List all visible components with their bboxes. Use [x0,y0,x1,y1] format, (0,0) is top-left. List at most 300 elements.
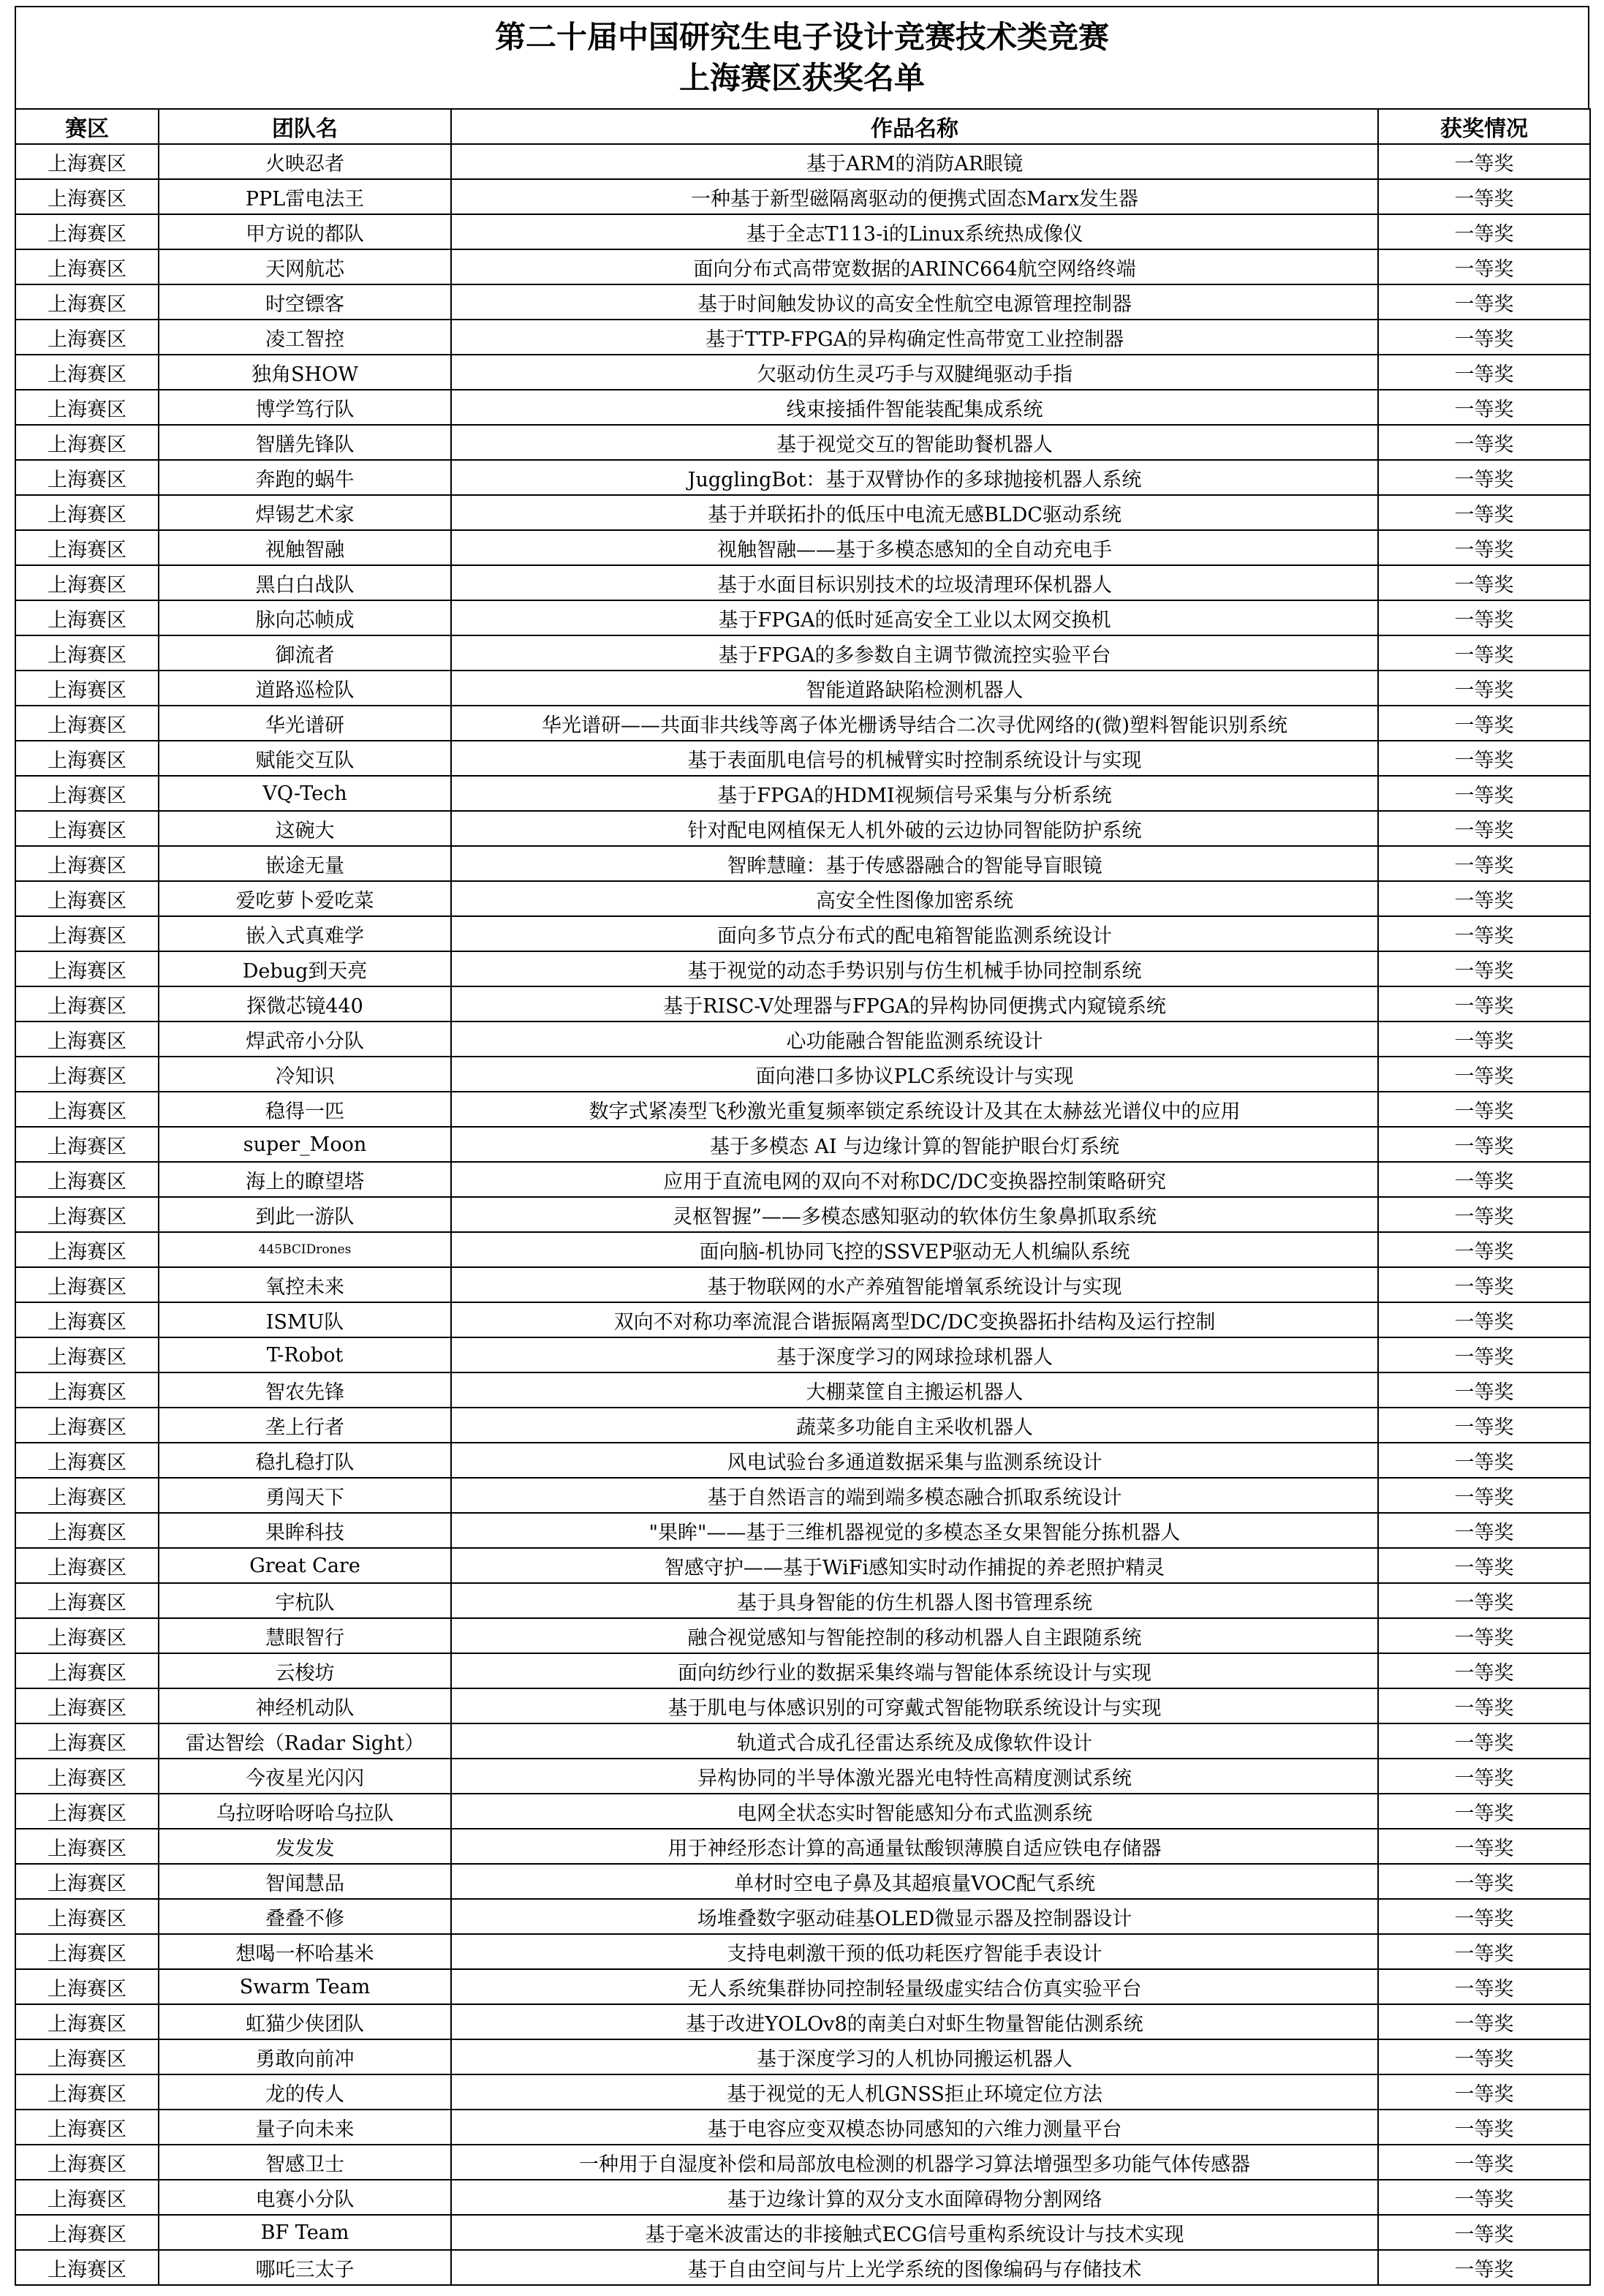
header-team: 团队名 [159,109,451,144]
table-row [15,1864,1590,1899]
work-cell: 面向多节点分布式的配电箱智能监测系统设计 [451,916,1378,951]
table-row [15,2110,1590,2145]
team-cell: Great Care [159,1548,451,1583]
zone-cell: 上海赛区 [15,846,159,881]
award-cell: 一等奖 [1378,916,1590,951]
work-cell: 风电试验台多通道数据采集与监测系统设计 [451,1443,1378,1478]
zone-cell: 上海赛区 [15,144,159,179]
zone-cell: 上海赛区 [15,951,159,986]
work-cell: 大棚菜筐自主搬运机器人 [451,1372,1378,1408]
award-cell: 一等奖 [1378,1934,1590,1969]
work-cell: 基于TTP-FPGA的异构确定性高带宽工业控制器 [451,320,1378,355]
team-cell: 脉向芯帧成 [159,600,451,635]
award-cell: 一等奖 [1378,1372,1590,1408]
zone-cell: 上海赛区 [15,1092,159,1127]
work-cell: 针对配电网植保无人机外破的云边协同智能防护系统 [451,811,1378,846]
award-cell: 一等奖 [1378,249,1590,284]
work-cell: 轨道式合成孔径雷达系统及成像软件设计 [451,1723,1378,1759]
team-cell: 稳扎稳打队 [159,1443,451,1478]
table-row [15,706,1590,741]
team-cell: 电赛小分队 [159,2180,451,2215]
zone-cell: 上海赛区 [15,1759,159,1794]
award-cell: 一等奖 [1378,635,1590,671]
table-row [15,811,1590,846]
table-row [15,1723,1590,1759]
team-cell: 雷达智绘（Radar Sight） [159,1723,451,1759]
award-cell: 一等奖 [1378,951,1590,986]
table-row [15,249,1590,284]
table-row [15,2004,1590,2039]
work-cell: 基于电容应变双模态协同感知的六维力测量平台 [451,2110,1378,2145]
page-title: 第二十届中国研究生电子设计竞赛技术类竞赛 [494,19,1109,55]
award-cell: 一等奖 [1378,1583,1590,1618]
team-cell: 云梭坊 [159,1653,451,1688]
header-work: 作品名称 [451,109,1378,144]
zone-cell: 上海赛区 [15,2180,159,2215]
award-cell: 一等奖 [1378,460,1590,495]
work-cell: 基于改进YOLOv8的南美白对虾生物量智能估测系统 [451,2004,1378,2039]
table-row [15,1372,1590,1408]
team-cell: 赋能交互队 [159,741,451,776]
work-cell: 用于神经形态计算的高通量钛酸钡薄膜自适应铁电存储器 [451,1829,1378,1864]
table-row [15,1127,1590,1162]
award-cell: 一等奖 [1378,706,1590,741]
award-cell: 一等奖 [1378,284,1590,320]
zone-cell: 上海赛区 [15,1337,159,1372]
work-cell: 数字式紧凑型飞秒激光重复频率锁定系统设计及其在太赫兹光谱仪中的应用 [451,1092,1378,1127]
zone-cell: 上海赛区 [15,635,159,671]
zone-cell: 上海赛区 [15,355,159,390]
zone-cell: 上海赛区 [15,1513,159,1548]
team-cell: PPL雷电法王 [159,179,451,214]
table-row [15,1302,1590,1337]
title-block [15,6,1589,108]
team-cell: 神经机动队 [159,1688,451,1723]
team-cell: 视触智融 [159,530,451,565]
zone-cell: 上海赛区 [15,1302,159,1337]
award-cell: 一等奖 [1378,1092,1590,1127]
zone-cell: 上海赛区 [15,530,159,565]
work-cell: 高安全性图像加密系统 [451,881,1378,916]
award-cell: 一等奖 [1378,1337,1590,1372]
team-cell: 慧眼智行 [159,1618,451,1653]
award-cell: 一等奖 [1378,600,1590,635]
team-cell: 爱吃萝卜爱吃菜 [159,881,451,916]
zone-cell: 上海赛区 [15,881,159,916]
table-row [15,741,1590,776]
award-cell: 一等奖 [1378,741,1590,776]
table-row [15,1197,1590,1232]
work-cell: 灵枢智握”——多模态感知驱动的软体仿生象鼻抓取系统 [451,1197,1378,1232]
zone-cell: 上海赛区 [15,1197,159,1232]
team-cell: 海上的瞭望塔 [159,1162,451,1197]
zone-cell: 上海赛区 [15,2039,159,2074]
zone-cell: 上海赛区 [15,671,159,706]
work-cell: 基于视觉的无人机GNSS拒止环境定位方法 [451,2074,1378,2110]
table-row [15,635,1590,671]
award-cell: 一等奖 [1378,2145,1590,2180]
award-cell: 一等奖 [1378,986,1590,1022]
team-cell: 独角SHOW [159,355,451,390]
work-cell: 心功能融合智能监测系统设计 [451,1022,1378,1057]
zone-cell: 上海赛区 [15,1723,159,1759]
team-cell: 勇闯天下 [159,1478,451,1513]
award-cell: 一等奖 [1378,846,1590,881]
award-cell: 一等奖 [1378,1057,1590,1092]
zone-cell: 上海赛区 [15,565,159,600]
team-cell: 华光谱研 [159,706,451,741]
table-body [15,144,1590,2285]
award-cell: 一等奖 [1378,2250,1590,2285]
table-row [15,1794,1590,1829]
work-cell: 线束接插件智能装配集成系统 [451,390,1378,425]
zone-cell: 上海赛区 [15,1372,159,1408]
zone-cell: 上海赛区 [15,1864,159,1899]
work-cell: 基于毫米波雷达的非接触式ECG信号重构系统设计与技术实现 [451,2215,1378,2250]
table-row [15,355,1590,390]
table-row [15,530,1590,565]
table-row [15,1267,1590,1302]
zone-cell: 上海赛区 [15,706,159,741]
award-cell: 一等奖 [1378,671,1590,706]
award-cell: 一等奖 [1378,776,1590,811]
team-cell: T-Robot [159,1337,451,1372]
zone-cell: 上海赛区 [15,179,159,214]
team-cell: 想喝一杯哈基米 [159,1934,451,1969]
award-cell: 一等奖 [1378,1653,1590,1688]
table-row [15,1057,1590,1092]
work-cell: 面向脑-机协同飞控的SSVEP驱动无人机编队系统 [451,1232,1378,1267]
team-cell: 到此一游队 [159,1197,451,1232]
award-cell: 一等奖 [1378,390,1590,425]
table-row [15,1022,1590,1057]
work-cell: 基于FPGA的低时延高安全工业以太网交换机 [451,600,1378,635]
award-cell: 一等奖 [1378,1688,1590,1723]
table-row [15,1969,1590,2004]
team-cell: Debug到天亮 [159,951,451,986]
table-row [15,1548,1590,1583]
zone-cell: 上海赛区 [15,1443,159,1478]
table-row [15,1162,1590,1197]
work-cell: 蔬菜多功能自主采收机器人 [451,1408,1378,1443]
work-cell: 基于ARM的消防AR眼镜 [451,144,1378,179]
zone-cell: 上海赛区 [15,1478,159,1513]
work-cell: 面向分布式高带宽数据的ARINC664航空网络终端 [451,249,1378,284]
award-cell: 一等奖 [1378,2180,1590,2215]
team-cell: 嵌途无量 [159,846,451,881]
work-cell: 面向纺纱行业的数据采集终端与智能体系统设计与实现 [451,1653,1378,1688]
table-row [15,1513,1590,1548]
zone-cell: 上海赛区 [15,2250,159,2285]
work-cell: 异构协同的半导体激光器光电特性高精度测试系统 [451,1759,1378,1794]
zone-cell: 上海赛区 [15,1618,159,1653]
award-cell: 一等奖 [1378,811,1590,846]
table-row [15,1443,1590,1478]
work-cell: 基于深度学习的网球捡球机器人 [451,1337,1378,1372]
zone-cell: 上海赛区 [15,1022,159,1057]
work-cell: 智感守护——基于WiFi感知实时动作捕捉的养老照护精灵 [451,1548,1378,1583]
team-cell: 智农先锋 [159,1372,451,1408]
table-row [15,1899,1590,1934]
work-cell: 支持电刺激干预的低功耗医疗智能手表设计 [451,1934,1378,1969]
award-cell: 一等奖 [1378,881,1590,916]
award-cell: 一等奖 [1378,1618,1590,1653]
zone-cell: 上海赛区 [15,811,159,846]
zone-cell: 上海赛区 [15,495,159,530]
team-cell: 智闻慧品 [159,1864,451,1899]
award-cell: 一等奖 [1378,144,1590,179]
team-cell: 凌工智控 [159,320,451,355]
award-cell: 一等奖 [1378,1127,1590,1162]
award-cell: 一等奖 [1378,495,1590,530]
team-cell: 勇敢向前冲 [159,2039,451,2074]
team-cell: 黑白白战队 [159,565,451,600]
zone-cell: 上海赛区 [15,320,159,355]
award-cell: 一等奖 [1378,1478,1590,1513]
team-cell: Swarm Team [159,1969,451,2004]
team-cell: 道路巡检队 [159,671,451,706]
table-row [15,1337,1590,1372]
table-row [15,1829,1590,1864]
table-row [15,1688,1590,1723]
work-cell: 基于多模态 AI 与边缘计算的智能护眼台灯系统 [451,1127,1378,1162]
work-cell: 一种基于新型磁隔离驱动的便携式固态Marx发生器 [451,179,1378,214]
award-cell: 一等奖 [1378,214,1590,249]
zone-cell: 上海赛区 [15,741,159,776]
zone-cell: 上海赛区 [15,249,159,284]
team-cell: 果眸科技 [159,1513,451,1548]
award-sheet [15,6,1589,2286]
team-cell: 氧控未来 [159,1267,451,1302]
table-row [15,1583,1590,1618]
team-cell: 智膳先锋队 [159,425,451,460]
work-cell: 基于自然语言的端到端多模态融合抓取系统设计 [451,1478,1378,1513]
work-cell: 基于FPGA的HDMI视频信号采集与分析系统 [451,776,1378,811]
work-cell: 单材时空电子鼻及其超痕量VOC配气系统 [451,1864,1378,1899]
zone-cell: 上海赛区 [15,1057,159,1092]
page-subtitle: 上海赛区获奖名单 [678,60,925,96]
team-cell: 量子向未来 [159,2110,451,2145]
zone-cell: 上海赛区 [15,1583,159,1618]
award-cell: 一等奖 [1378,1232,1590,1267]
award-cell: 一等奖 [1378,2074,1590,2110]
team-cell: 探微芯镜440 [159,986,451,1022]
table-row [15,881,1590,916]
table-row [15,179,1590,214]
work-cell: 双向不对称功率流混合谐振隔离型DC/DC变换器拓扑结构及运行控制 [451,1302,1378,1337]
work-cell: 智能道路缺陷检测机器人 [451,671,1378,706]
work-cell: 基于并联拓扑的低压中电流无感BLDC驱动系统 [451,495,1378,530]
header-zone: 赛区 [15,109,159,144]
table-row [15,951,1590,986]
table-row [15,144,1590,179]
work-cell: 基于表面肌电信号的机械臂实时控制系统设计与实现 [451,741,1378,776]
work-cell: 基于全志T113-i的Linux系统热成像仪 [451,214,1378,249]
work-cell: 一种用于自湿度补偿和局部放电检测的机器学习算法增强型多功能气体传感器 [451,2145,1378,2180]
table-row [15,390,1590,425]
team-cell: 天网航芯 [159,249,451,284]
table-row [15,2074,1590,2110]
award-cell: 一等奖 [1378,1162,1590,1197]
work-cell: 基于视觉交互的智能助餐机器人 [451,425,1378,460]
zone-cell: 上海赛区 [15,916,159,951]
award-cell: 一等奖 [1378,530,1590,565]
team-cell: 焊锡艺术家 [159,495,451,530]
table-row [15,1092,1590,1127]
team-cell: ISMU队 [159,1302,451,1337]
zone-cell: 上海赛区 [15,1688,159,1723]
team-cell: 叠叠不修 [159,1899,451,1934]
work-cell: 场堆叠数字驱动硅基OLED微显示器及控制器设计 [451,1899,1378,1934]
zone-cell: 上海赛区 [15,1548,159,1583]
zone-cell: 上海赛区 [15,425,159,460]
zone-cell: 上海赛区 [15,1653,159,1688]
table-row [15,565,1590,600]
work-cell: 基于自由空间与片上光学系统的图像编码与存储技术 [451,2250,1378,2285]
work-cell: 基于物联网的水产养殖智能增氧系统设计与实现 [451,1267,1378,1302]
work-cell: 基于FPGA的多参数自主调节微流控实验平台 [451,635,1378,671]
team-cell: 乌拉呀哈呀哈乌拉队 [159,1794,451,1829]
zone-cell: 上海赛区 [15,1162,159,1197]
zone-cell: 上海赛区 [15,1899,159,1934]
zone-cell: 上海赛区 [15,1969,159,2004]
team-cell: 冷知识 [159,1057,451,1092]
team-cell: 宇杭队 [159,1583,451,1618]
team-cell: super_Moon [159,1127,451,1162]
work-cell: 基于具身智能的仿生机器人图书管理系统 [451,1583,1378,1618]
zone-cell: 上海赛区 [15,284,159,320]
work-cell: "果眸"——基于三维机器视觉的多模态圣女果智能分拣机器人 [451,1513,1378,1548]
zone-cell: 上海赛区 [15,1232,159,1267]
table-row [15,846,1590,881]
work-cell: 面向港口多协议PLC系统设计与实现 [451,1057,1378,1092]
award-cell: 一等奖 [1378,425,1590,460]
award-cell: 一等奖 [1378,1723,1590,1759]
award-cell: 一等奖 [1378,179,1590,214]
table-row [15,671,1590,706]
header-award: 获奖情况 [1378,109,1590,144]
team-cell: 发发发 [159,1829,451,1864]
work-cell: 华光谱研——共面非共线等离子体光栅诱导结合二次寻优网络的(微)塑料智能识别系统 [451,706,1378,741]
team-cell: 时空镖客 [159,284,451,320]
zone-cell: 上海赛区 [15,600,159,635]
team-cell: 焊武帝小分队 [159,1022,451,1057]
work-cell: 基于肌电与体感识别的可穿戴式智能物联系统设计与实现 [451,1688,1378,1723]
team-cell: 哪吒三太子 [159,2250,451,2285]
team-cell: 智感卫士 [159,2145,451,2180]
work-cell: 无人系统集群协同控制轻量级虚实结合仿真实验平台 [451,1969,1378,2004]
award-cell: 一等奖 [1378,565,1590,600]
work-cell: 欠驱动仿生灵巧手与双腱绳驱动手指 [451,355,1378,390]
table-row [15,1478,1590,1513]
table-row [15,2039,1590,2074]
zone-cell: 上海赛区 [15,1127,159,1162]
zone-cell: 上海赛区 [15,2110,159,2145]
table-row [15,1232,1590,1267]
table-row [15,460,1590,495]
team-cell: 龙的传人 [159,2074,451,2110]
team-cell: 甲方说的都队 [159,214,451,249]
award-cell: 一等奖 [1378,1443,1590,1478]
table-row [15,1934,1590,1969]
work-cell: 智眸慧瞳：基于传感器融合的智能导盲眼镜 [451,846,1378,881]
team-cell: 博学笃行队 [159,390,451,425]
zone-cell: 上海赛区 [15,2215,159,2250]
table-row [15,2180,1590,2215]
table-row [15,1653,1590,1688]
award-cell: 一等奖 [1378,1899,1590,1934]
zone-cell: 上海赛区 [15,776,159,811]
zone-cell: 上海赛区 [15,2074,159,2110]
work-cell: 融合视觉感知与智能控制的移动机器人自主跟随系统 [451,1618,1378,1653]
work-cell: 视触智融——基于多模态感知的全自动充电手 [451,530,1378,565]
table-row [15,1618,1590,1653]
team-cell: 虹猫少侠团队 [159,2004,451,2039]
table-row [15,495,1590,530]
table-row [15,1759,1590,1794]
work-cell: 应用于直流电网的双向不对称DC/DC变换器控制策略研究 [451,1162,1378,1197]
work-cell: 基于视觉的动态手势识别与仿生机械手协同控制系统 [451,951,1378,986]
table-row [15,916,1590,951]
team-cell: 火映忍者 [159,144,451,179]
zone-cell: 上海赛区 [15,390,159,425]
zone-cell: 上海赛区 [15,1267,159,1302]
table-row [15,986,1590,1022]
work-cell: JugglingBot：基于双臂协作的多球抛接机器人系统 [451,460,1378,495]
award-cell: 一等奖 [1378,1513,1590,1548]
award-cell: 一等奖 [1378,1022,1590,1057]
team-cell: 嵌入式真难学 [159,916,451,951]
team-cell: 御流者 [159,635,451,671]
team-cell: 今夜星光闪闪 [159,1759,451,1794]
zone-cell: 上海赛区 [15,2004,159,2039]
team-cell: 垄上行者 [159,1408,451,1443]
table-row [15,284,1590,320]
zone-cell: 上海赛区 [15,1408,159,1443]
table-row [15,320,1590,355]
table-row [15,2250,1590,2285]
zone-cell: 上海赛区 [15,1829,159,1864]
table-row [15,2215,1590,2250]
award-cell: 一等奖 [1378,1969,1590,2004]
team-cell: 这碗大 [159,811,451,846]
award-cell: 一等奖 [1378,1302,1590,1337]
award-cell: 一等奖 [1378,355,1590,390]
zone-cell: 上海赛区 [15,214,159,249]
table-row [15,425,1590,460]
award-cell: 一等奖 [1378,1267,1590,1302]
team-cell: 稳得一匹 [159,1092,451,1127]
team-cell: 445BCIDrones [159,1232,451,1267]
team-cell: VQ-Tech [159,776,451,811]
zone-cell: 上海赛区 [15,2145,159,2180]
table-row [15,1408,1590,1443]
work-cell: 电网全状态实时智能感知分布式监测系统 [451,1794,1378,1829]
zone-cell: 上海赛区 [15,1794,159,1829]
zone-cell: 上海赛区 [15,1934,159,1969]
header-row [15,109,1590,144]
award-cell: 一等奖 [1378,2004,1590,2039]
award-cell: 一等奖 [1378,320,1590,355]
award-cell: 一等奖 [1378,1197,1590,1232]
table-row [15,776,1590,811]
zone-cell: 上海赛区 [15,986,159,1022]
award-cell: 一等奖 [1378,1864,1590,1899]
award-cell: 一等奖 [1378,1548,1590,1583]
award-cell: 一等奖 [1378,1759,1590,1794]
award-cell: 一等奖 [1378,1408,1590,1443]
award-cell: 一等奖 [1378,1829,1590,1864]
